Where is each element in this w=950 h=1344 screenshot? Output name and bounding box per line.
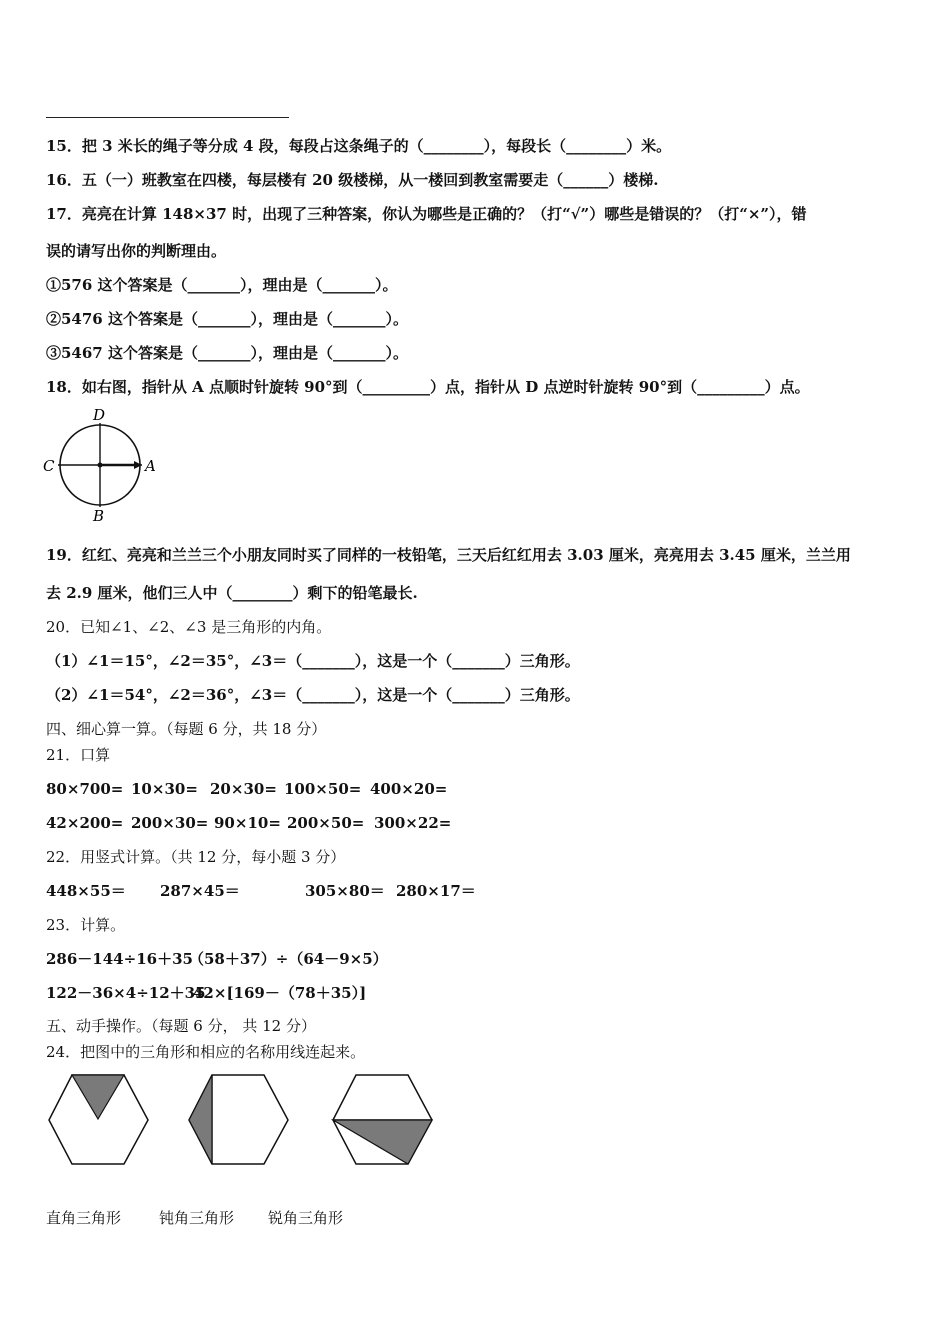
question-20: 20．已知∠1、∠2、∠3 是三角形的内角。 (46, 618, 332, 636)
question-16: 16．五（一）班教室在四楼，每层楼有 20 级楼梯，从一楼回到教室需要走（______）楼梯. (46, 171, 659, 189)
answer-line (46, 117, 289, 118)
oral-item: 300×22= (374, 814, 452, 832)
oral-calc-row-2 (46, 813, 451, 833)
pointer-arrow-icon (134, 461, 142, 469)
triangle-name: 直角三角形 (46, 1209, 122, 1227)
label-a: A (145, 457, 156, 475)
oral-item: 20×30= (210, 780, 277, 798)
question-19-line2: 去 2.9 厘米，他们三人中（________）剩下的铅笔最长. (46, 584, 418, 602)
vertical-calc-item: 448×55＝ (46, 882, 126, 900)
shaded-triangle (72, 1075, 124, 1119)
label-c: C (43, 457, 55, 475)
calc-row-2 (46, 983, 366, 1003)
vertical-calc-item: 287×45＝ (160, 882, 240, 900)
shaded-triangle (333, 1120, 432, 1164)
question-20-item1: （1）∠1＝15°，∠2＝35°，∠3＝（_______），这是一个（_______）三角形。 (46, 652, 580, 670)
hexagon-figure-3 (330, 1072, 440, 1168)
calc-item: 42×[169－（78＋35）] (193, 984, 367, 1002)
question-17-item1: ①576 这个答案是（_______），理由是（_______）。 (46, 276, 398, 294)
shaded-triangle (189, 1075, 212, 1164)
oral-item: 400×20= (370, 780, 448, 798)
label-d: D (93, 406, 106, 424)
question-24: 24．把图中的三角形和相应的名称用线连起来。 (46, 1043, 366, 1061)
vertical-calc-item: 280×17＝ (396, 882, 476, 900)
hexagon-figure-2 (186, 1072, 296, 1168)
section-5-heading: 五、动手操作。（每题 6 分， 共 12 分） (46, 1017, 316, 1035)
triangle-name: 钝角三角形 (159, 1209, 235, 1227)
question-22: 22．用竖式计算。（共 12 分，每小题 3 分） (46, 848, 346, 866)
center-dot (98, 463, 103, 468)
calc-row-1 (46, 949, 388, 969)
question-17-line1: 17．亮亮在计算 148×37 时，出现了三种答案，你认为哪些是正确的？（打“√”）哪些是错误的？（打“×”），错 (46, 205, 807, 223)
oral-item: 80×700= (46, 780, 124, 798)
question-17-line2: 误的请写出你的判断理由。 (46, 242, 227, 260)
question-17-item2: ②5476 这个答案是（_______），理由是（_______）。 (46, 310, 408, 328)
oral-item: 100×50= (284, 780, 362, 798)
vertical-calc-row (46, 881, 476, 901)
question-19-line1: 19．红红、亮亮和兰兰三个小朋友同时买了同样的一枝铅笔，三天后红红用去 3.03 厘米，亮亮用去 3.45 厘米，兰兰用 (46, 546, 851, 564)
label-b: B (93, 507, 105, 525)
question-15: 15．把 3 米长的绳子等分成 4 段，每段占这条绳子的（________），每段长（________）米。 (46, 137, 672, 155)
question-21: 21．口算 (46, 746, 111, 764)
vertical-calc-item: 305×80＝ (305, 882, 385, 900)
calc-item: （58＋37）÷（64－9×5） (189, 950, 388, 968)
oral-item: 10×30= (131, 780, 198, 798)
oral-item: 90×10= (214, 814, 281, 832)
oral-item: 42×200= (46, 814, 124, 832)
calc-item: 286－144÷16＋35 (46, 950, 193, 968)
oral-item: 200×30= (131, 814, 209, 832)
oral-calc-row-1 (46, 779, 447, 799)
oral-item: 200×50= (287, 814, 365, 832)
triangle-name: 锐角三角形 (268, 1209, 344, 1227)
rotation-circle-figure (40, 404, 200, 524)
calc-item: 122－36×4÷12＋35 (46, 984, 206, 1002)
triangle-names-row (46, 1208, 343, 1228)
question-23: 23．计算。 (46, 916, 126, 934)
question-17-item3: ③5467 这个答案是（_______），理由是（_______）。 (46, 344, 408, 362)
question-20-item2: （2）∠1＝54°，∠2＝36°，∠3＝（_______），这是一个（_______）三角形。 (46, 686, 580, 704)
section-4-heading: 四、细心算一算。（每题 6 分，共 18 分） (46, 720, 327, 738)
hexagon-figure-1 (46, 1072, 156, 1168)
question-18: 18．如右图，指针从 A 点顺时针旋转 90°到（_________）点，指针从 D 点逆时针旋转 90°到（_________）点。 (46, 378, 810, 396)
